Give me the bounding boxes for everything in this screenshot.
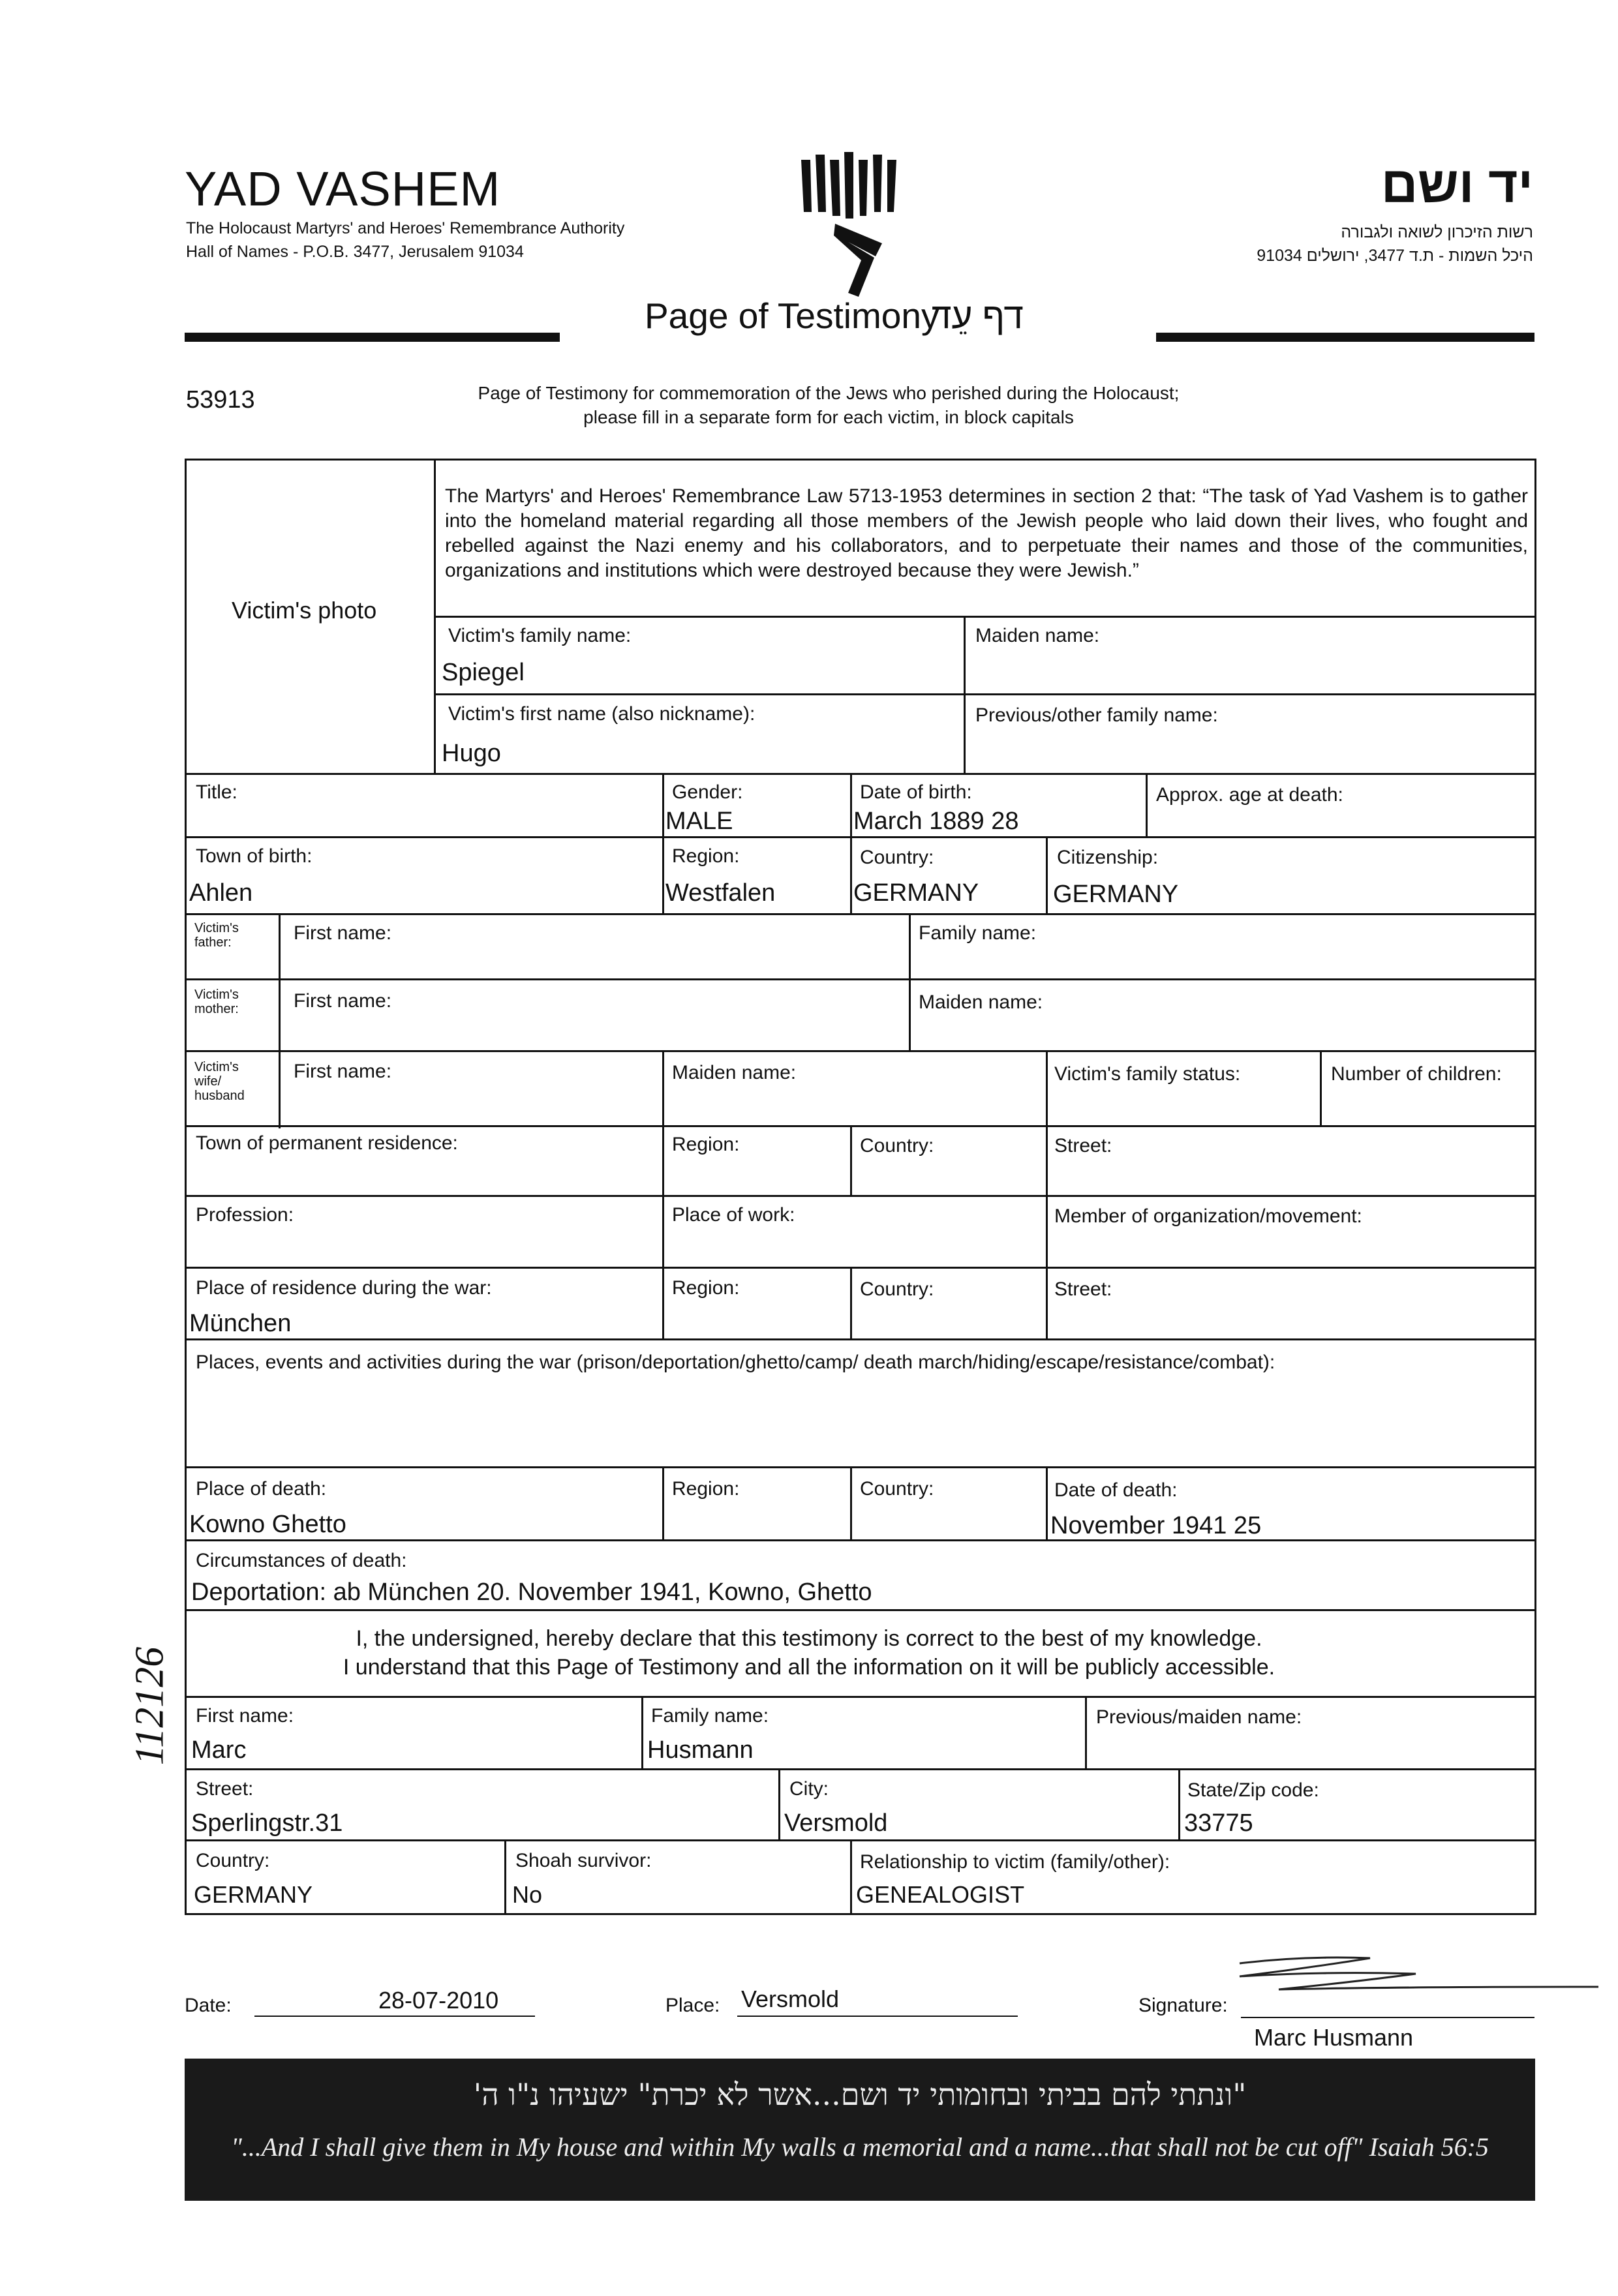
date-value[interactable]: 28-07-2010 [378, 1987, 499, 2014]
handwritten-signature-icon [1227, 1949, 1605, 2008]
submitter-zip-value[interactable]: 33775 [1184, 1809, 1253, 1837]
first-name-label: Victim's first name (also nickname): [448, 703, 756, 725]
page-title-hebrew: דף עֵד [932, 295, 1024, 336]
war-street-label: Street: [1054, 1278, 1112, 1300]
grid-line [185, 1768, 1536, 1770]
organization-label: Member of organization/movement: [1054, 1205, 1362, 1227]
date-of-death-value[interactable]: November 1941 25 [1050, 1512, 1262, 1539]
war-country-label: Country: [860, 1278, 934, 1300]
grid-line [641, 1696, 643, 1770]
shoah-survivor-label: Shoah survivor: [515, 1850, 652, 1871]
profession-label: Profession: [196, 1204, 294, 1226]
submitter-city-value[interactable]: Versmold [784, 1809, 888, 1837]
grid-line [185, 1839, 1536, 1841]
circumstances-value[interactable]: Deportation: ab München 20. November 1941, Kowno, Ghetto [191, 1578, 872, 1606]
grid-line [434, 616, 1536, 618]
permanent-residence-label: Town of permanent residence: [196, 1132, 458, 1154]
form-number: 53913 [186, 386, 255, 414]
grid-line [185, 1466, 1536, 1468]
grid-line [185, 1696, 1536, 1698]
submitter-street-label: Street: [196, 1778, 254, 1800]
family-name-label: Victim's family name: [448, 625, 632, 646]
signer-name: Marc Husmann [1254, 2024, 1414, 2051]
org-address-hebrew: היכל השמות - ת.ד 3477, ירושלים 91034 [1257, 247, 1533, 265]
maiden-name-label: Maiden name: [975, 625, 1100, 646]
law-text: The Martyrs' and Heroes' Remembrance Law 5713-1953 determines in section 2 that: “The task of Yad Vashem is to gather into the homeland material regarding all those members of the Jewish people who laid down their lives, who fought and rebelled against the Nazi enemy and his collaborators, and to perpetuate their names and those of the communities, organizations and institutions which were destroyed because they were Jewish.” [445, 485, 1528, 581]
title-label: Title: [196, 781, 237, 803]
grid-line [662, 1125, 664, 1340]
grid-line [279, 913, 281, 1128]
mother-maiden-name-label: Maiden name: [919, 991, 1043, 1013]
spouse-first-name-label: First name: [294, 1061, 392, 1082]
submitter-country-label: Country: [196, 1850, 270, 1871]
relationship-label: Relationship to victim (family/other): [860, 1851, 1170, 1873]
grid-line [850, 773, 852, 915]
grid-line [850, 1267, 852, 1340]
declaration-line-1: I, the undersigned, hereby declare that this testimony is correct to the best of my knowledge. [356, 1626, 1262, 1651]
mother-label: Victim's mother: [194, 988, 239, 1016]
grid-line [778, 1768, 780, 1841]
grid-line [185, 1050, 1536, 1052]
grid-line [850, 1466, 852, 1541]
grid-line [185, 836, 1536, 838]
banner-english: "...And I shall give them in My house and within My walls a memorial and a name...that shall not be cut off" Isaiah 56:5 [231, 2132, 1489, 2162]
place-label: Place: [665, 1995, 720, 2016]
grid-line [850, 1839, 852, 1915]
grid-line [662, 773, 664, 915]
grid-line [1178, 1768, 1180, 1841]
shoah-survivor-value[interactable]: No [512, 1881, 543, 1908]
death-region-label: Region: [672, 1478, 740, 1500]
first-name-value[interactable]: Hugo [442, 740, 501, 767]
org-subtitle-hebrew: רשות הזיכרון לשואה ולגבורה [1341, 223, 1533, 241]
grid-line [1046, 1466, 1048, 1541]
war-residence-value[interactable]: München [189, 1310, 292, 1337]
residence-region-label: Region: [672, 1134, 740, 1155]
grid-line [185, 1609, 1536, 1611]
family-status-label: Victim's family status: [1054, 1063, 1241, 1085]
grid-line [662, 1050, 664, 1127]
father-first-name-label: First name: [294, 922, 392, 944]
grid-line [1085, 1696, 1087, 1770]
grid-line [185, 773, 1536, 775]
date-of-birth-value[interactable]: March 1889 28 [853, 808, 1019, 835]
place-of-death-value[interactable]: Kowno Ghetto [189, 1511, 346, 1538]
victim-photo-label: Victim's photo [232, 597, 377, 624]
grid-line [1146, 773, 1148, 838]
war-events-label: Places, events and activities during the war (prison/deportation/ghetto/camp/ death march/hiding/escape/resistance/combat): [196, 1352, 1275, 1373]
town-of-birth-value[interactable]: Ahlen [189, 879, 253, 907]
org-name-hebrew: יד ושם [1381, 156, 1533, 213]
date-of-birth-label: Date of birth: [860, 781, 972, 803]
date-label: Date: [185, 1995, 232, 2016]
gender-label: Gender: [672, 781, 743, 803]
war-region-label: Region: [672, 1277, 740, 1299]
war-residence-label: Place of residence during the war: [196, 1277, 492, 1299]
grid-line [185, 1338, 1536, 1340]
submitter-first-name-value[interactable]: Marc [191, 1736, 247, 1764]
previous-family-name-label: Previous/other family name: [975, 704, 1218, 726]
submitter-maiden-name-label: Previous/maiden name: [1096, 1706, 1302, 1728]
org-address: Hall of Names - P.O.B. 3477, Jerusalem 91034 [186, 243, 524, 261]
place-of-work-label: Place of work: [672, 1204, 795, 1226]
submitter-zip-label: State/Zip code: [1187, 1779, 1319, 1801]
title-rule-left [185, 333, 560, 342]
birth-region-value[interactable]: Westfalen [665, 879, 776, 907]
family-name-value[interactable]: Spiegel [442, 659, 525, 686]
residence-street-label: Street: [1054, 1135, 1112, 1156]
father-family-name-label: Family name: [919, 922, 1037, 944]
birth-country-value[interactable]: GERMANY [853, 879, 979, 907]
town-of-birth-label: Town of birth: [196, 845, 313, 867]
place-value[interactable]: Versmold [741, 1986, 840, 2012]
submitter-family-name-value[interactable]: Husmann [647, 1736, 754, 1764]
grid-line [434, 693, 1536, 695]
citizenship-label: Citizenship: [1057, 847, 1159, 868]
mother-first-name-label: First name: [294, 990, 392, 1012]
grid-line [1046, 1050, 1048, 1127]
grid-line [1046, 1125, 1048, 1340]
grid-line [185, 1125, 1536, 1127]
org-subtitle: The Holocaust Martyrs' and Heroes' Remembrance Authority [186, 219, 625, 237]
citizenship-value[interactable]: GERMANY [1053, 881, 1179, 908]
submitter-family-name-label: Family name: [651, 1705, 769, 1727]
place-of-death-label: Place of death: [196, 1478, 327, 1500]
org-name: YAD VASHEM [185, 162, 501, 216]
signature-line [1241, 2017, 1534, 2018]
page-title: Page of Testimony [645, 295, 939, 336]
signature-label: Signature: [1138, 1995, 1228, 2016]
intro-line-1: Page of Testimony for commemoration of the Jews who perished during the Holocaust; [478, 383, 1180, 403]
grid-line [909, 913, 911, 1052]
submitter-street-value[interactable]: Sperlingstr.31 [191, 1809, 343, 1837]
grid-line [1046, 836, 1048, 915]
grid-line [185, 978, 1536, 980]
grid-line [964, 616, 966, 775]
death-country-label: Country: [860, 1478, 934, 1500]
declaration-line-2: I understand that this Page of Testimony and all the information on it will be publicly accessible. [343, 1655, 1275, 1680]
age-at-death-label: Approx. age at death: [1156, 784, 1343, 806]
margin-note-text: 112126 [127, 1646, 172, 1766]
place-line [737, 2016, 1018, 2017]
menorah-logo-icon [796, 147, 907, 303]
grid-line [504, 1839, 506, 1915]
title-rule-right [1156, 333, 1534, 342]
birth-country-label: Country: [860, 847, 934, 868]
banner-hebrew: "ונתתי להם בביתי ובחומותי יד ושם...אשר לא יכרת" ישעיהו נ"ו ה' [473, 2077, 1247, 2112]
circumstances-label: Circumstances of death: [196, 1550, 407, 1571]
grid-line [185, 1539, 1536, 1541]
gender-value[interactable]: MALE [665, 808, 733, 835]
date-of-death-label: Date of death: [1054, 1479, 1178, 1501]
father-label: Victim's father: [194, 921, 239, 950]
submitter-city-label: City: [789, 1778, 829, 1800]
date-line [254, 2016, 535, 2017]
grid-line [185, 1195, 1536, 1197]
spouse-label: Victim's wife/ husband [194, 1060, 245, 1103]
grid-line [1320, 1050, 1322, 1127]
grid-line [662, 1466, 664, 1541]
birth-region-label: Region: [672, 845, 740, 867]
residence-country-label: Country: [860, 1135, 934, 1156]
number-of-children-label: Number of children: [1331, 1063, 1502, 1085]
margin-handwritten-note [124, 1618, 176, 1787]
scripture-banner [185, 2059, 1535, 2201]
grid-line [185, 1267, 1536, 1269]
relationship-value[interactable]: GENEALOGIST [856, 1881, 1025, 1908]
submitter-country-value[interactable]: GERMANY [194, 1881, 313, 1908]
intro-line-2: please fill in a separate form for each victim, in block capitals [583, 407, 1074, 427]
spouse-maiden-name-label: Maiden name: [672, 1062, 797, 1083]
submitter-first-name-label: First name: [196, 1705, 294, 1727]
grid-line [850, 1125, 852, 1197]
grid-line [185, 913, 1536, 915]
